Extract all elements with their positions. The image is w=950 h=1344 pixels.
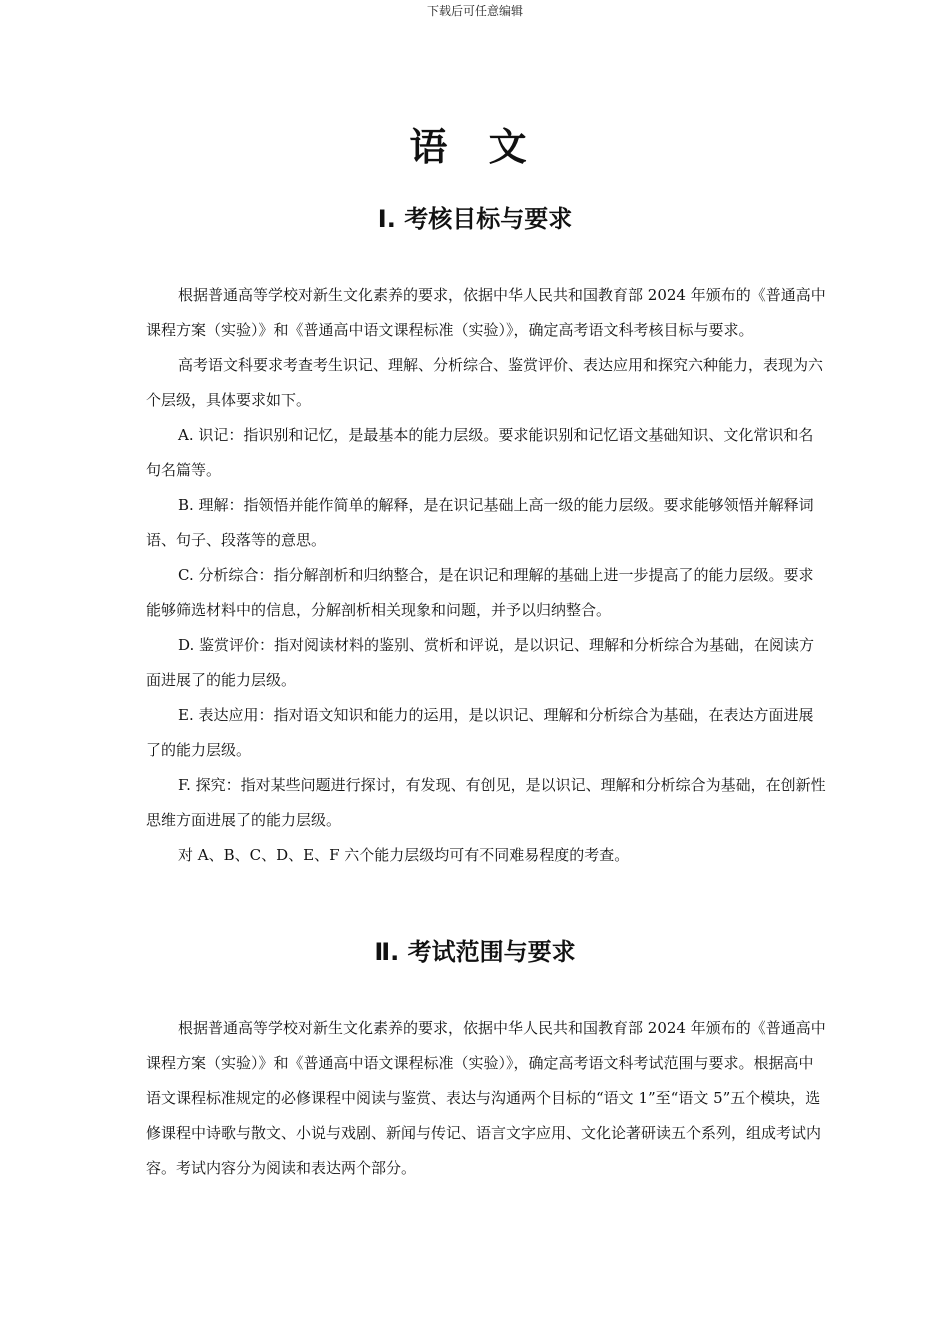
paragraph: 对 A、B、C、D、E、F 六个能力层级均可有不同难易程度的考查。 [178,846,630,864]
paragraph: D. 鉴赏评价：指对阅读材料的鉴别、赏析和评说，是以识记、理解和分析综合为基础，在阅读方面进展了的能力层级。 [146,636,815,689]
paragraph: 根据普通高等学校对新生文化素养的要求，依据中华人民共和国教育部 2024 年颁布的《普通高中课程方案（实验）》和《普通高中语文课程标准（实验）》，确定高考语文科考核目标与要求。 [146,286,826,339]
section1-heading: Ⅰ. 考核目标与要求 [377,205,573,233]
paragraph: A. 识记：指识别和记忆，是最基本的能力层级。要求能识别和记忆语文基础知识、文化常识和名句名篇等。 [146,426,814,479]
section2-body [146,1011,826,1186]
section1-body [146,278,826,872]
paragraph: C. 分析综合：指分解剖析和归纳整合，是在识记和理解的基础上进一步提高了的能力层级。要求能够筛选材料中的信息，分解剖析相关现象和问题，并予以归纳整合。 [146,566,814,619]
paragraph: F. 探究：指对某些问题进行探讨，有发现、有创见，是以识记、理解和分析综合为基础，在创新性思维方面进展了的能力层级。 [146,776,826,829]
paragraph: 高考语文科要求考查考生识记、理解、分析综合、鉴赏评价、表达应用和探究六种能力，表现为六个层级，具体要求如下。 [146,356,824,409]
paragraph: 根据普通高等学校对新生文化素养的要求，依据中华人民共和国教育部 2024 年颁布的《普通高中课程方案（实验）》和《普通高中语文课程标准（实验）》，确定高考语文科考试范围与要求。根据高中语文课程标准规定的必修课程中阅读与鉴赏、表达与沟通两个目标的“语文 1”至“语文 5”五个模块，选修课程中诗歌与散文、小说与戏剧、新闻与传记、语言文字应用、文化论著研读五个系列，组成考试内容。考试内容分为阅读和表达两个部分。 [146,1019,826,1177]
paragraph: B. 理解：指领悟并能作简单的解释，是在识记基础上高一级的能力层级。要求能够领悟并解释词语、句子、段落等的意思。 [146,496,814,549]
page-title: 语 文 [409,124,541,169]
paragraph: E. 表达应用：指对语文知识和能力的运用，是以识记、理解和分析综合为基础，在表达方面进展了的能力层级。 [146,706,814,759]
section2-heading: Ⅱ. 考试范围与要求 [374,938,576,966]
header-note: 下载后可任意编辑 [426,4,523,18]
